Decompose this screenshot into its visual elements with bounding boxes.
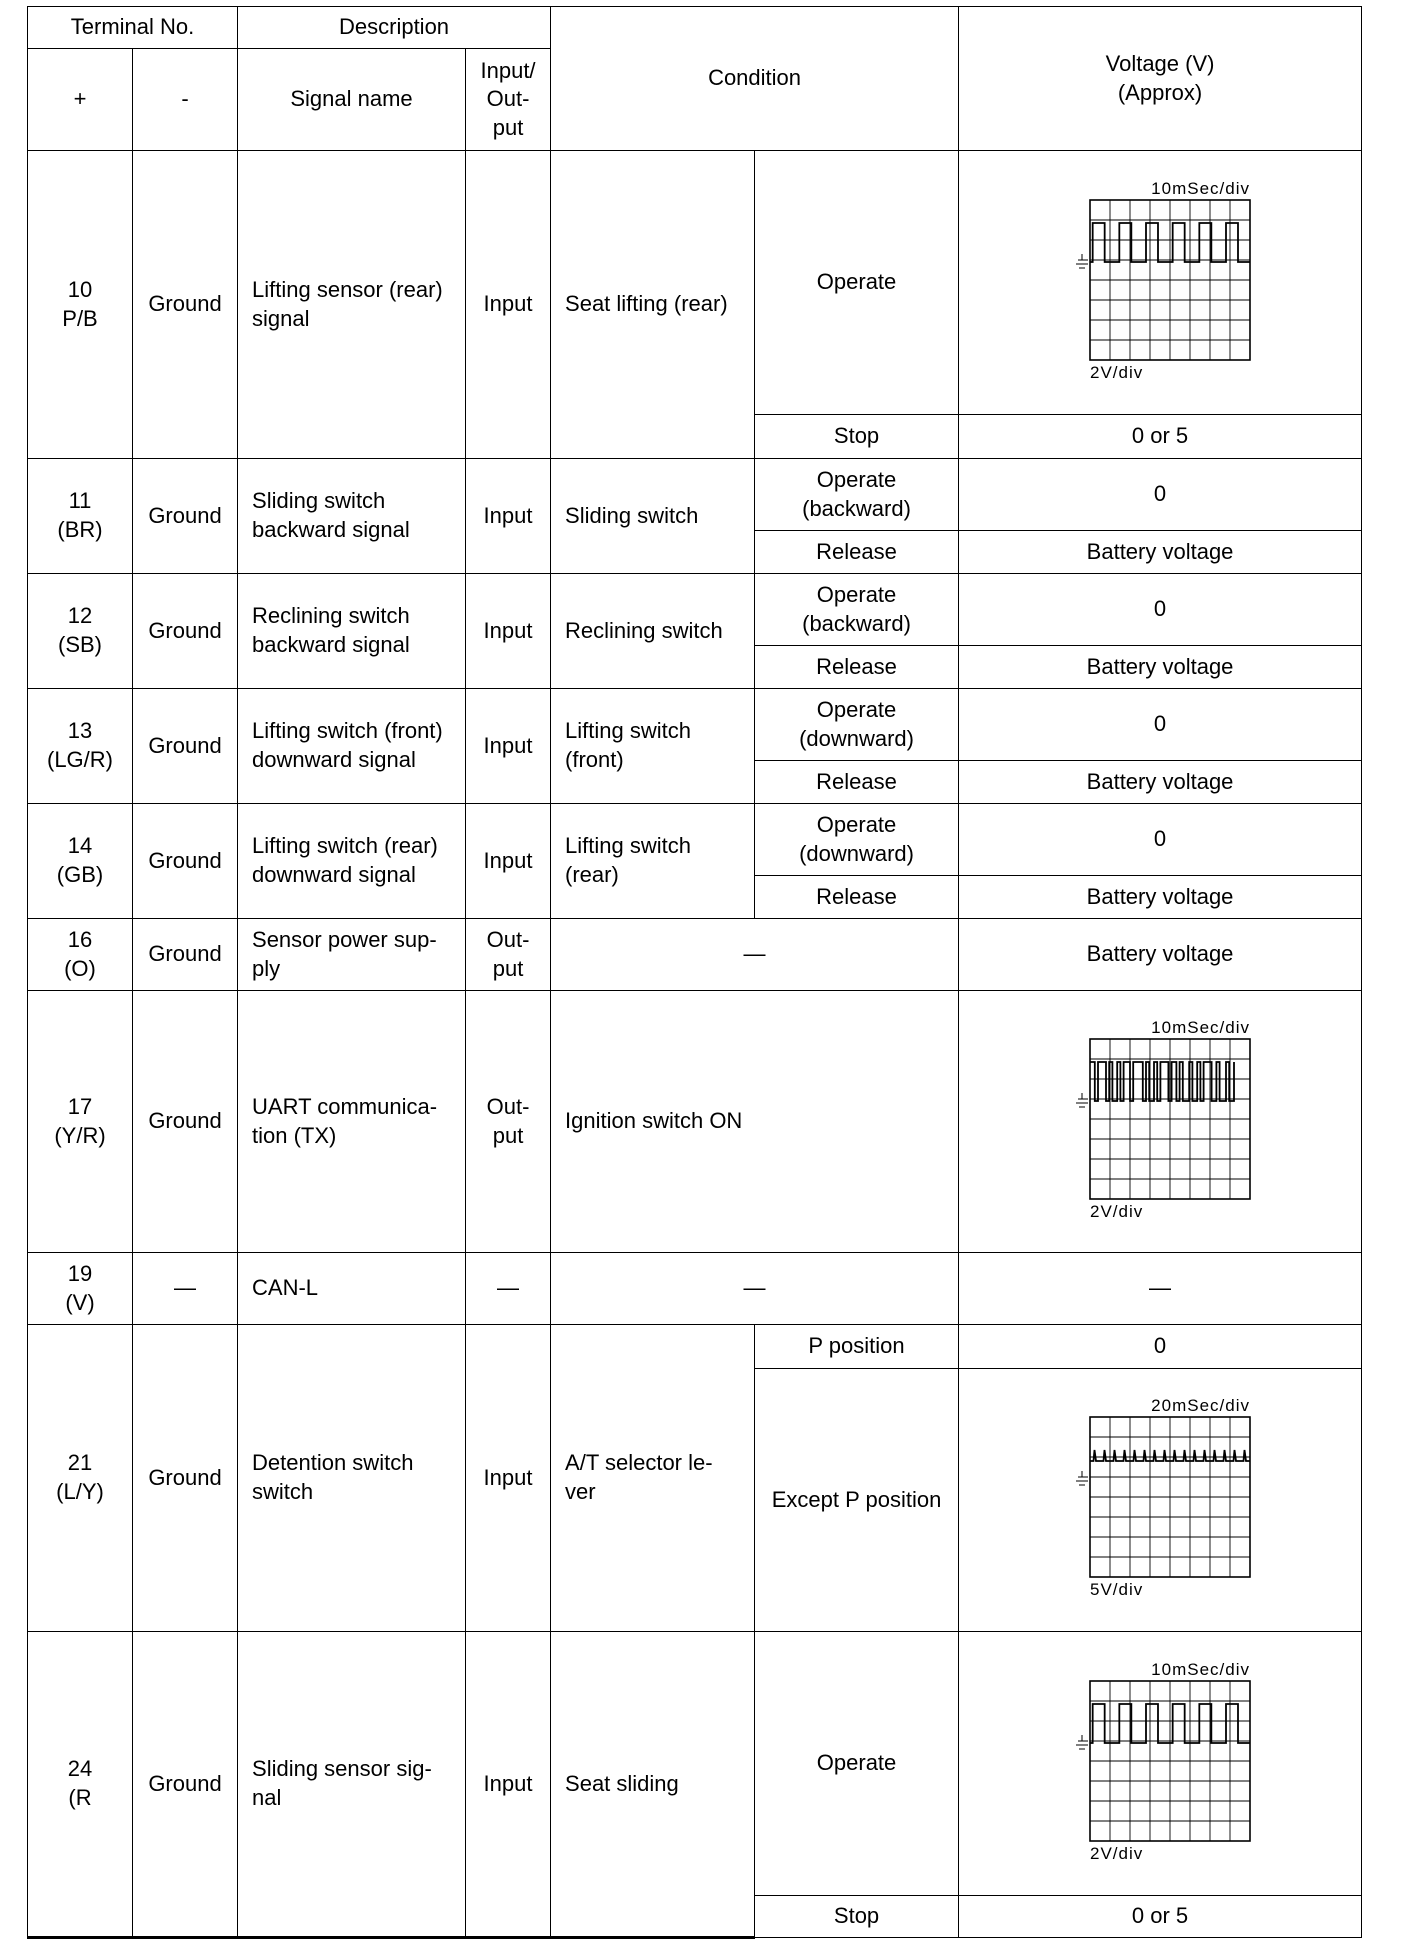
state-cell bbox=[755, 804, 959, 876]
signal-line: downward signal bbox=[252, 862, 416, 887]
signal-line: Reclining switch bbox=[252, 603, 410, 629]
voltage-cell: — bbox=[959, 1253, 1362, 1325]
voltage-cell: Battery voltage bbox=[959, 761, 1362, 804]
voltage-cell bbox=[959, 151, 1362, 415]
signal-line: UART communica- bbox=[252, 1093, 438, 1119]
signal-line: Sensor power sup- bbox=[252, 926, 437, 952]
waveform-grid bbox=[1090, 1417, 1250, 1577]
state-cell bbox=[755, 689, 959, 761]
waveform-time-div: 10mSec/div bbox=[1151, 178, 1251, 198]
voltage-cell: Battery voltage bbox=[959, 876, 1362, 919]
voltage-cell: 0 bbox=[959, 574, 1362, 646]
waveform-time-div: 10mSec/div bbox=[1151, 1017, 1251, 1037]
condition-line: Lifting switch bbox=[565, 833, 691, 859]
signal-name-cell bbox=[238, 1325, 466, 1632]
terminal-table bbox=[27, 6, 1362, 1939]
voltage-cell: 0 or 5 bbox=[959, 1896, 1362, 1938]
condition-cell: Ignition switch ON bbox=[551, 991, 959, 1253]
state-cell bbox=[755, 574, 959, 646]
waveform-trace bbox=[1090, 1062, 1234, 1101]
header-terminal-no: Terminal No. bbox=[28, 7, 238, 49]
table-row bbox=[28, 1325, 1362, 1369]
terminal-number: 24 bbox=[67, 1756, 93, 1782]
signal-name-cell bbox=[238, 459, 466, 574]
condition-line: (front) bbox=[565, 747, 624, 772]
terminal-number: 16 bbox=[67, 926, 93, 952]
state-cell: Release bbox=[755, 761, 959, 804]
header-minus: - bbox=[133, 49, 238, 151]
signal-name-cell bbox=[238, 574, 466, 689]
state-cell: Except P position bbox=[755, 1369, 959, 1632]
ground-symbol bbox=[1076, 1735, 1088, 1749]
signal-name-cell bbox=[238, 991, 466, 1253]
table-row bbox=[28, 919, 1362, 991]
oscilloscope-waveform bbox=[1060, 178, 1260, 388]
state-line: (backward) bbox=[802, 495, 911, 521]
io-line: Out- bbox=[486, 1093, 530, 1119]
condition-cell bbox=[551, 804, 755, 919]
condition-cell bbox=[551, 689, 755, 804]
condition-line: ver bbox=[565, 1479, 596, 1504]
waveform-volt-div: 2V/div bbox=[1090, 362, 1144, 382]
terminal-number: 13 bbox=[67, 718, 93, 744]
voltage-cell bbox=[959, 1369, 1362, 1632]
signal-line: nal bbox=[252, 1785, 282, 1810]
voltage-cell bbox=[959, 1632, 1362, 1896]
minus-cell: Ground bbox=[133, 1325, 238, 1632]
condition-cell: — bbox=[551, 919, 959, 991]
ground-symbol bbox=[1076, 254, 1088, 268]
header-input-output bbox=[466, 49, 551, 151]
wire-color: (LG/R) bbox=[47, 747, 113, 772]
signal-line: Lifting switch (front) bbox=[252, 718, 443, 744]
signal-name-cell: CAN-L bbox=[238, 1253, 466, 1325]
table-row bbox=[28, 804, 1362, 876]
minus-cell: — bbox=[133, 1253, 238, 1325]
waveform-volt-div: 2V/div bbox=[1090, 1843, 1144, 1863]
condition-cell: Reclining switch bbox=[551, 574, 755, 689]
signal-name-cell bbox=[238, 151, 466, 459]
wire-color: (R bbox=[68, 1785, 92, 1810]
oscilloscope-waveform bbox=[1060, 1395, 1260, 1605]
terminal-number: 11 bbox=[68, 488, 92, 514]
header-plus: + bbox=[28, 49, 133, 151]
signal-line: ply bbox=[252, 955, 281, 981]
table-row bbox=[28, 689, 1362, 761]
io-line: put bbox=[492, 955, 524, 981]
state-cell: Stop bbox=[755, 415, 959, 459]
header-description: Description bbox=[238, 7, 551, 49]
state-line: Operate bbox=[816, 811, 897, 837]
wire-color: (BR) bbox=[57, 517, 103, 542]
header-io-line: Input/ bbox=[480, 57, 536, 83]
io-cell bbox=[466, 919, 551, 991]
terminal-number: 21 bbox=[67, 1450, 93, 1476]
io-line: put bbox=[492, 1122, 524, 1148]
signal-name-cell bbox=[238, 1632, 466, 1938]
header-signal-name: Signal name bbox=[238, 49, 466, 151]
condition-cell: Seat sliding bbox=[551, 1632, 755, 1938]
state-cell: Release bbox=[755, 876, 959, 919]
signal-name-cell bbox=[238, 689, 466, 804]
table-row bbox=[28, 991, 1362, 1253]
voltage-cell: 0 bbox=[959, 804, 1362, 876]
io-cell: Input bbox=[466, 804, 551, 919]
state-line: Operate bbox=[816, 466, 897, 492]
ground-symbol bbox=[1076, 1093, 1088, 1107]
terminal-cell bbox=[28, 1325, 133, 1632]
voltage-cell: Battery voltage bbox=[959, 646, 1362, 689]
signal-line: Detention switch bbox=[252, 1450, 414, 1476]
terminal-cell bbox=[28, 574, 133, 689]
waveform-volt-div: 5V/div bbox=[1090, 1580, 1144, 1599]
signal-name-cell bbox=[238, 804, 466, 919]
terminal-number: 12 bbox=[67, 603, 93, 629]
state-line: (downward) bbox=[799, 840, 914, 866]
io-cell: Input bbox=[466, 459, 551, 574]
waveform-time-div: 10mSec/div bbox=[1151, 1659, 1251, 1679]
minus-cell: Ground bbox=[133, 991, 238, 1253]
waveform-volt-div: 2V/div bbox=[1090, 1201, 1144, 1221]
signal-line: Lifting switch (rear) bbox=[252, 833, 438, 859]
wire-color: (O) bbox=[64, 955, 96, 981]
voltage-cell: 0 bbox=[959, 459, 1362, 531]
condition-cell: Sliding switch bbox=[551, 459, 755, 574]
signal-line: switch bbox=[252, 1479, 314, 1504]
io-line: Out- bbox=[486, 926, 530, 952]
signal-name-cell bbox=[238, 919, 466, 991]
terminal-number: 14 bbox=[67, 833, 93, 859]
table-row bbox=[28, 1632, 1362, 1896]
terminal-cell bbox=[28, 689, 133, 804]
wire-color: (V) bbox=[65, 1289, 95, 1315]
state-cell: Release bbox=[755, 531, 959, 574]
signal-line: signal bbox=[252, 305, 310, 331]
header-voltage-label: Voltage (V) bbox=[1105, 50, 1215, 76]
header-row-1 bbox=[28, 7, 1362, 49]
header-voltage-approx: (Approx) bbox=[1117, 79, 1203, 105]
wire-color: (GB) bbox=[56, 862, 104, 887]
terminal-cell bbox=[28, 919, 133, 991]
state-cell: Operate bbox=[755, 1632, 959, 1896]
condition-line: (rear) bbox=[565, 862, 619, 887]
minus-cell: Ground bbox=[133, 574, 238, 689]
state-line: (backward) bbox=[802, 610, 911, 636]
terminal-cell bbox=[28, 804, 133, 919]
condition-line: A/T selector le- bbox=[565, 1450, 713, 1476]
terminal-cell bbox=[28, 1632, 133, 1938]
signal-line: backward signal bbox=[252, 632, 410, 657]
state-cell: Operate bbox=[755, 151, 959, 415]
oscilloscope-waveform bbox=[1060, 1017, 1260, 1227]
minus-cell: Ground bbox=[133, 1632, 238, 1938]
wire-color: (L/Y) bbox=[56, 1479, 104, 1504]
voltage-cell: 0 or 5 bbox=[959, 415, 1362, 459]
voltage-cell: 0 bbox=[959, 689, 1362, 761]
condition-cell: — bbox=[551, 1253, 959, 1325]
terminal-cell bbox=[28, 991, 133, 1253]
state-line: Operate bbox=[816, 581, 897, 607]
io-cell: — bbox=[466, 1253, 551, 1325]
terminal-cell bbox=[28, 151, 133, 459]
io-cell: Input bbox=[466, 1632, 551, 1938]
table-row bbox=[28, 1253, 1362, 1325]
signal-line: Sliding switch bbox=[252, 488, 386, 514]
terminal-cell bbox=[28, 459, 133, 574]
condition-cell bbox=[551, 1325, 755, 1632]
ground-symbol bbox=[1076, 1471, 1088, 1485]
header-io-line: put bbox=[492, 114, 524, 140]
voltage-cell: Battery voltage bbox=[959, 531, 1362, 574]
minus-cell: Ground bbox=[133, 459, 238, 574]
condition-line: Lifting switch bbox=[565, 718, 691, 744]
io-cell: Input bbox=[466, 1325, 551, 1632]
table-row bbox=[28, 151, 1362, 415]
minus-cell: Ground bbox=[133, 151, 238, 459]
signal-line: tion (TX) bbox=[252, 1122, 337, 1148]
io-cell: Input bbox=[466, 689, 551, 804]
signal-line: downward signal bbox=[252, 747, 416, 772]
header-condition: Condition bbox=[551, 7, 959, 151]
terminal-number: 19 bbox=[67, 1260, 93, 1286]
state-line: (downward) bbox=[799, 725, 914, 751]
terminal-number: 17 bbox=[67, 1093, 93, 1119]
waveform-time-div: 20mSec/div bbox=[1151, 1396, 1251, 1415]
voltage-cell: Battery voltage bbox=[959, 919, 1362, 991]
signal-line: backward signal bbox=[252, 517, 410, 542]
wire-color: P/B bbox=[62, 305, 98, 331]
oscilloscope-waveform bbox=[1060, 1659, 1260, 1869]
minus-cell: Ground bbox=[133, 919, 238, 991]
minus-cell: Ground bbox=[133, 689, 238, 804]
signal-line: Sliding sensor sig- bbox=[252, 1756, 432, 1782]
table-row bbox=[28, 459, 1362, 531]
io-cell: Input bbox=[466, 151, 551, 459]
state-cell: Stop bbox=[755, 1896, 959, 1938]
terminal-number: 10 bbox=[67, 276, 93, 302]
state-line: Operate bbox=[816, 696, 897, 722]
condition-cell: Seat lifting (rear) bbox=[551, 151, 755, 459]
wire-color: (SB) bbox=[58, 632, 102, 657]
header-io-line: Out- bbox=[486, 86, 530, 112]
state-cell bbox=[755, 459, 959, 531]
minus-cell: Ground bbox=[133, 804, 238, 919]
state-cell: P position bbox=[755, 1325, 959, 1369]
terminal-cell bbox=[28, 1253, 133, 1325]
voltage-cell: 0 bbox=[959, 1325, 1362, 1369]
terminal-spec-sheet bbox=[27, 6, 1361, 1946]
io-cell: Input bbox=[466, 574, 551, 689]
io-cell bbox=[466, 991, 551, 1253]
table-row bbox=[28, 574, 1362, 646]
state-cell: Release bbox=[755, 646, 959, 689]
wire-color: (Y/R) bbox=[54, 1122, 106, 1148]
voltage-cell bbox=[959, 991, 1362, 1253]
signal-line: Lifting sensor (rear) bbox=[252, 276, 443, 302]
header-voltage bbox=[959, 7, 1362, 151]
